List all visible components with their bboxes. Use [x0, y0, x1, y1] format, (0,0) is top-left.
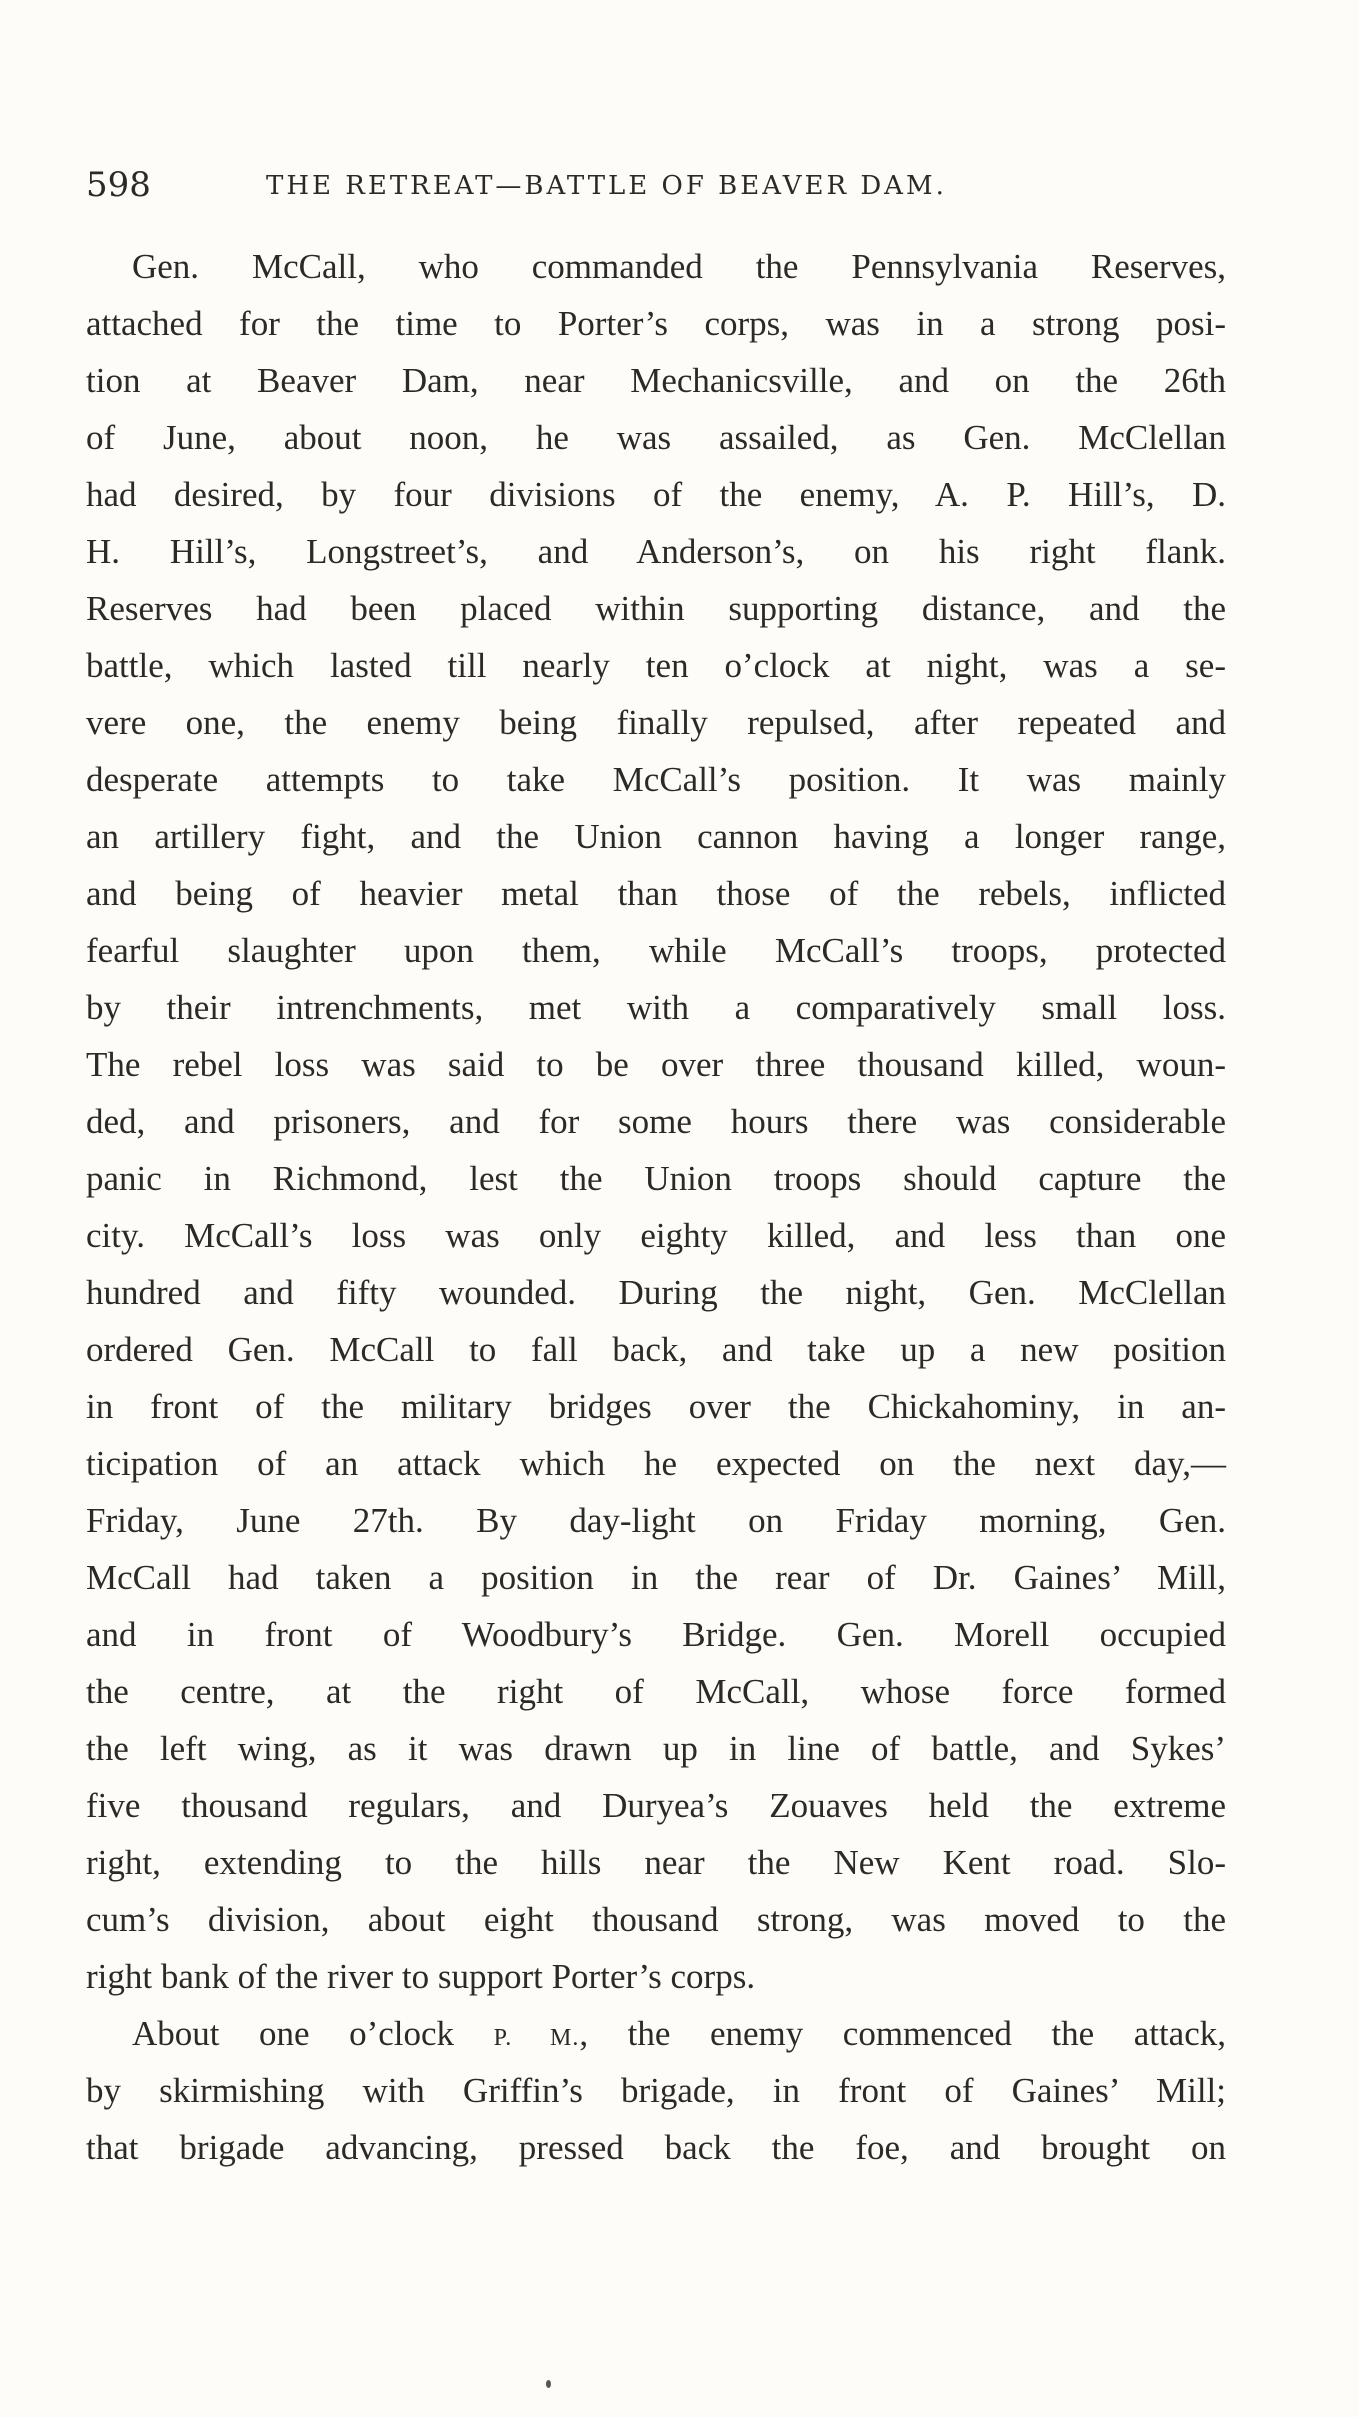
paragraph	[86, 2005, 1226, 2176]
text-line: that brigade advancing, pressed back the foe, and brought on	[86, 2128, 1226, 2167]
text-line	[86, 2005, 1226, 2062]
text-line: the centre, at the right of McCall, whose force formed	[86, 1672, 1226, 1711]
text-run: About one o’clock	[132, 2014, 494, 2053]
text-line: The rebel loss was said to be over three thousand killed, woun-	[86, 1045, 1226, 1084]
text-line: panic in Richmond, lest the Union troops should capture the	[86, 1159, 1226, 1198]
text-line: right bank of the river to support Porter’s corps.	[86, 1957, 756, 1996]
text-line: five thousand regulars, and Duryea’s Zouaves held the extreme	[86, 1786, 1226, 1825]
text-line: attached for the time to Porter’s corps, was in a strong posi-	[86, 304, 1226, 343]
text-line: desperate attempts to take McCall’s position. It was mainly	[86, 760, 1226, 799]
text-line: in front of the military bridges over the Chickahominy, in an-	[86, 1387, 1226, 1426]
text-line: and in front of Woodbury’s Bridge. Gen. Morell occupied	[86, 1615, 1226, 1654]
text-line: had desired, by four divisions of the enemy, A. P. Hill’s, D.	[86, 475, 1226, 514]
body-text	[86, 238, 1226, 2176]
text-line: city. McCall’s loss was only eighty killed, and less than one	[86, 1216, 1226, 1255]
text-line: fearful slaughter upon them, while McCall’s troops, protected	[86, 931, 1226, 970]
text-line: ticipation of an attack which he expected on the next day,—	[86, 1444, 1226, 1483]
text-line: cum’s division, about eight thousand strong, was moved to the	[86, 1900, 1226, 1939]
text-line: H. Hill’s, Longstreet’s, and Anderson’s, on his right flank.	[86, 532, 1226, 571]
page-number: 598	[86, 165, 151, 205]
text-line: the left wing, as it was drawn up in line of battle, and Sykes’	[86, 1729, 1226, 1768]
text-line: Gen. McCall, who commanded the Pennsylvania Reserves,	[132, 247, 1226, 286]
text-line: Friday, June 27th. By day-light on Friday morning, Gen.	[86, 1501, 1226, 1540]
text-line: of June, about noon, he was assailed, as Gen. McClellan	[86, 418, 1226, 457]
text-line: and being of heavier metal than those of the rebels, inflicted	[86, 874, 1226, 913]
text-line: battle, which lasted till nearly ten o’clock at night, was a se-	[86, 646, 1226, 685]
text-line: McCall had taken a position in the rear of Dr. Gaines’ Mill,	[86, 1558, 1226, 1597]
text-line: by skirmishing with Griffin’s brigade, in front of Gaines’ Mill;	[86, 2071, 1226, 2110]
text-line: right, extending to the hills near the New Kent road. Slo-	[86, 1843, 1226, 1882]
small-caps-time: P. M.	[493, 2025, 580, 2051]
text-line: ded, and prisoners, and for some hours there was considerable	[86, 1102, 1226, 1141]
text-line: tion at Beaver Dam, near Mechanicsville, and on the 26th	[86, 361, 1226, 400]
chapter-title: THE RETREAT—BATTLE OF BEAVER DAM.	[266, 171, 947, 201]
text-line: hundred and fifty wounded. During the night, Gen. McClellan	[86, 1273, 1226, 1312]
text-line: vere one, the enemy being finally repulsed, after repeated and	[86, 703, 1226, 742]
text-line: by their intrenchments, met with a comparatively small loss.	[86, 988, 1226, 1027]
ink-speck	[546, 2380, 551, 2388]
paragraph	[86, 238, 1226, 2005]
text-line: an artillery fight, and the Union cannon having a longer range,	[86, 817, 1226, 856]
text-run: , the enemy commenced the attack,	[579, 2014, 1226, 2053]
running-head	[86, 160, 1226, 210]
text-line: Reserves had been placed within supporting distance, and the	[86, 589, 1226, 628]
text-line: ordered Gen. McCall to fall back, and take up a new position	[86, 1330, 1226, 1369]
